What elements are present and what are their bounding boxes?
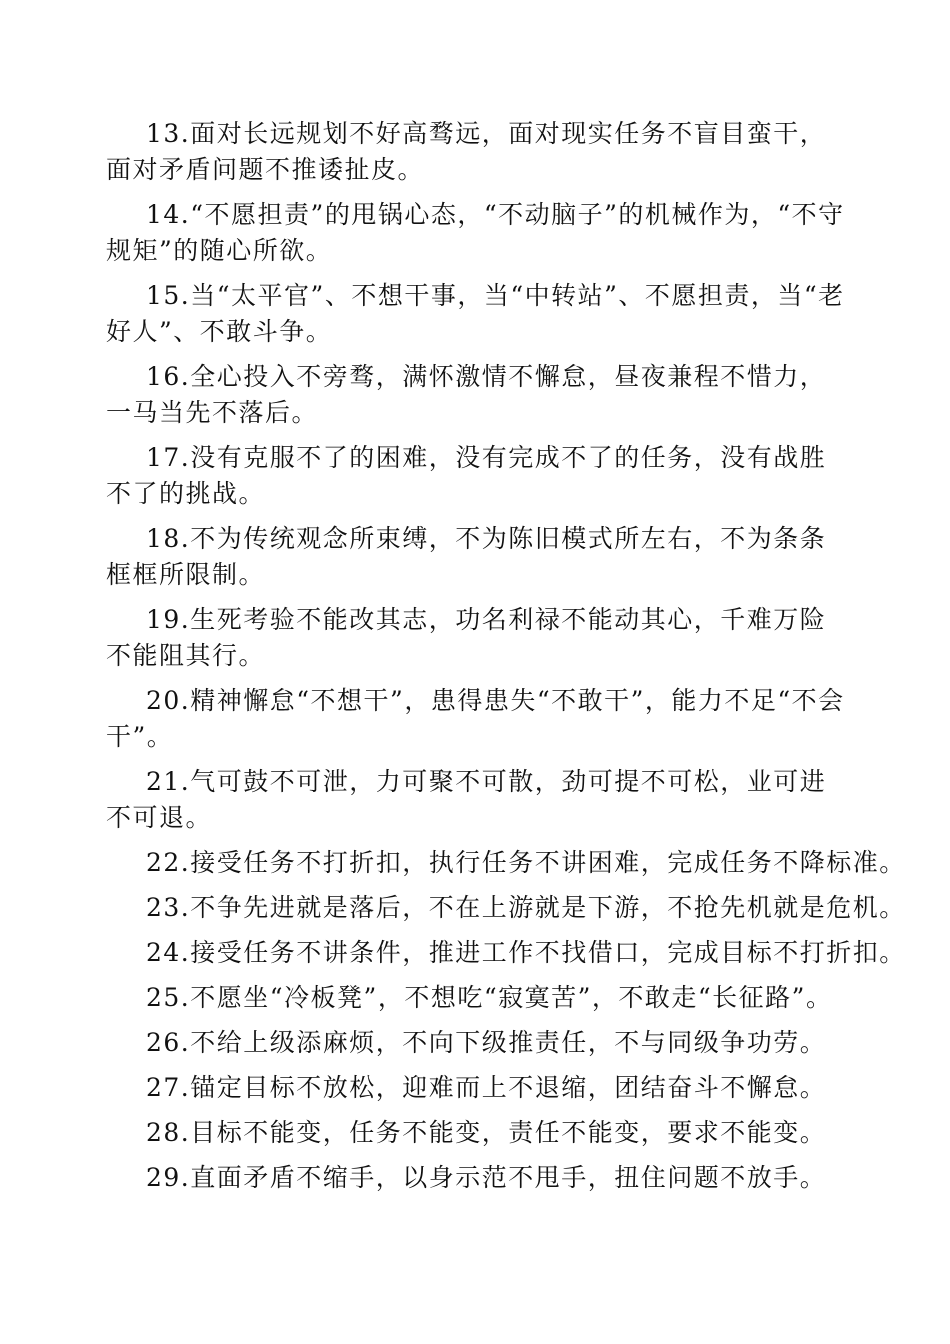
list-item-21: 21.气可鼓不可泄，力可聚不可散，劲可提不可松，业可进不可退。 (106, 767, 827, 832)
list-item-13: 13.面对长远规划不好高骛远，面对现实任务不盲目蛮干，面对矛盾问题不推诿扯皮。 (106, 119, 827, 184)
list-item-15: 15.当“太平官”、不想干事，当“中转站”、不愿担责，当“老好人”、不敢斗争。 (106, 281, 845, 346)
list-item-24: 24.接受任务不讲条件，推进工作不找借口，完成目标不打折扣。 (146, 938, 906, 967)
list-item-22: 22.接受任务不打折扣，执行任务不讲困难，完成任务不降标准。 (146, 848, 906, 877)
list-item-29: 29.直面矛盾不缩手，以身示范不甩手，扭住问题不放手。 (146, 1163, 827, 1192)
list-item-26: 26.不给上级添麻烦，不向下级推责任，不与同级争功劳。 (146, 1028, 827, 1057)
list-item-27: 27.锚定目标不放松，迎难而上不退缩，团结奋斗不懈怠。 (146, 1073, 827, 1102)
list-item-25: 25.不愿坐“冷板凳”，不想吃“寂寞苦”，不敢走“长征路”。 (146, 983, 833, 1012)
list-item-23: 23.不争先进就是落后，不在上游就是下游，不抢先机就是危机。 (146, 893, 906, 922)
list-item-20: 20.精神懈怠“不想干”，患得患失“不敢干”，能力不足“不会干”。 (106, 686, 845, 751)
document-body (106, 116, 906, 1205)
list-item-17: 17.没有克服不了的困难，没有完成不了的任务，没有战胜不了的挑战。 (106, 443, 827, 508)
list-item-28: 28.目标不能变，任务不能变，责任不能变，要求不能变。 (146, 1118, 827, 1147)
list-item-19: 19.生死考验不能改其志，功名利禄不能动其心，千难万险不能阻其行。 (106, 605, 827, 670)
list-item-14: 14.“不愿担责”的甩锅心态，“不动脑子”的机械作为，“不守规矩”的随心所欲。 (106, 200, 845, 265)
list-item-18: 18.不为传统观念所束缚，不为陈旧模式所左右，不为条条框框所限制。 (106, 524, 827, 589)
list-item-16: 16.全心投入不旁骛，满怀激情不懈怠，昼夜兼程不惜力，一马当先不落后。 (106, 362, 827, 427)
